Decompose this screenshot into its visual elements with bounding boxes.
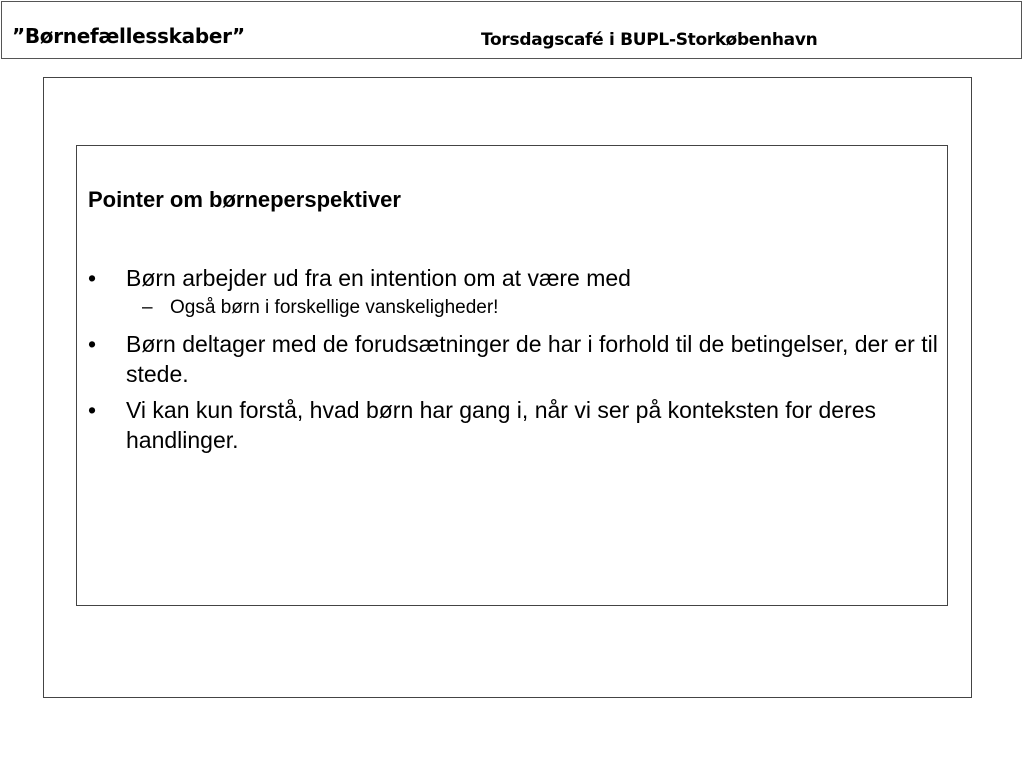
bullet-text: Børn deltager med de forudsætninger de har i forhold til de betingelser, der er til stede. bbox=[126, 331, 938, 387]
list-item bbox=[88, 263, 943, 293]
header-title: ”Børnefællesskaber” bbox=[12, 24, 245, 48]
bullet-marker: • bbox=[88, 265, 97, 291]
sub-bullet-text: Også børn i forskellige vanskeligheder! bbox=[170, 297, 499, 318]
sub-list-item bbox=[88, 295, 943, 321]
bullet-marker: • bbox=[88, 397, 97, 423]
header-bar bbox=[1, 1, 1022, 59]
bullet-text: Vi kan kun forstå, hvad børn har gang i, når vi ser på konteksten for deres handlinger. bbox=[126, 397, 877, 453]
bullet-marker: • bbox=[88, 331, 97, 357]
list-item bbox=[88, 395, 943, 455]
sub-bullet-marker: – bbox=[142, 297, 153, 318]
list-item bbox=[88, 329, 943, 389]
slide-heading: Pointer om børneperspektiver bbox=[88, 187, 401, 212]
bullet-text: Børn arbejder ud fra en intention om at være med bbox=[126, 265, 631, 291]
header-subtitle: Torsdagscafé i BUPL-Storkøbenhavn bbox=[481, 30, 818, 50]
bullet-list bbox=[88, 263, 943, 461]
